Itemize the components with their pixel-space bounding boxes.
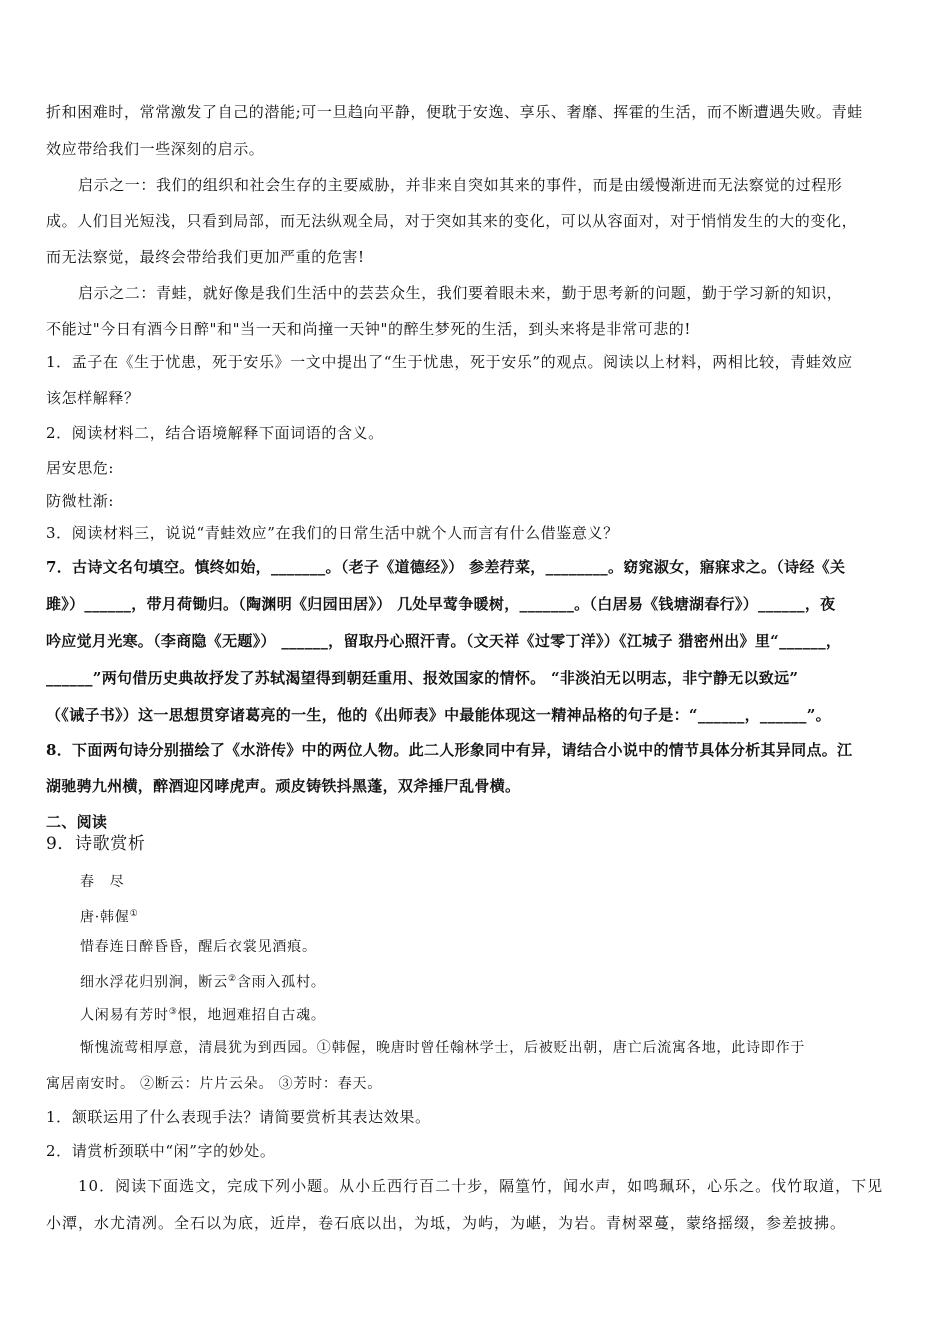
paragraph-line: 折和困难时，常常激发了自己的潜能;可一旦趋向平静，便耽于安逸、享乐、奢靡、挥霍的生活，而不断遭遇失败。青蛙 bbox=[46, 103, 863, 121]
question-7-cont: ______”两句借历史典故抒发了苏轼渴望得到朝廷重用、报效国家的情怀。 “非淡泊无以明志，非宁静无以致远” bbox=[46, 669, 799, 687]
paragraph-line: 启示之二：青蛙，就好像是我们生活中的芸芸众生，我们要着眼未来，勤于思考新的问题，勤于学习新的知识， bbox=[78, 284, 843, 302]
question-7-cont: 雎》）______，带月荷锄归。（陶渊明《归园田居》） 几处早莺争暖树，_______。（白居易《钱塘湖春行》）______，夜 bbox=[46, 595, 836, 613]
footnote-mark: ③ bbox=[168, 1007, 178, 1017]
question-1: 1．孟子在《生于忧患，死于安乐》一文中提出了“生于忧患，死于安乐”的观点。阅读以上材料，两相比较，青蛙效应 bbox=[46, 353, 853, 371]
term-juan-si-wei: 居安思危: bbox=[46, 459, 115, 477]
poem-text: 细水浮花归别涧，断云 bbox=[80, 974, 228, 991]
footnotes: 寓居南安时。 ②断云：片片云朵。 ③芳时：春天。 bbox=[46, 1076, 383, 1092]
question-10-cont: 小潭，水尤清冽。全石以为底，近岸，卷石底以出，为坻，为屿，为嵁，为岩。青树翠蔓，蒙络摇缀，参差披拂。 bbox=[46, 1214, 847, 1232]
paragraph-line: 效应带给我们一些深刻的启示。 bbox=[46, 140, 265, 158]
paragraph-line: 不能过"今日有酒今日醉"和"当一天和尚撞一天钟"的醉生梦死的生活，到头来将是非常可悲的! bbox=[46, 320, 692, 338]
footnote-mark: ② bbox=[228, 974, 237, 984]
question-2: 2．阅读材料二，结合语境解释下面词语的含义。 bbox=[46, 424, 384, 442]
question-10: 10．阅读下面选文，完成下列小题。从小丘西行百二十步，隔篁竹，闻水声，如鸣珮环，心乐之。伐竹取道，下见 bbox=[78, 1177, 884, 1195]
poem-author-name: 唐·韩偓 bbox=[80, 909, 130, 926]
term-fang-wei-du-jian: 防微杜渐: bbox=[46, 492, 115, 510]
question-9-1: 1．颔联运用了什么表现手法？请简要赏析其表达效果。 bbox=[46, 1108, 431, 1126]
question-7-cont: 吟应觉月光寒。（李商隐《无题》） ______，留取丹心照汗青。（文天祥《过零丁洋》）《江城子 猎密州出》里“______， bbox=[46, 632, 842, 650]
question-1-cont: 该怎样解释？ bbox=[46, 389, 140, 407]
poem-line bbox=[80, 969, 942, 993]
question-9-title: 9．诗歌赏析 bbox=[46, 834, 146, 854]
question-8: 8．下面两句诗分别描绘了《水浒传》中的两位人物。此二人形象同中有异，请结合小说中的情节具体分析其异同点。江 bbox=[46, 741, 853, 759]
poem-author bbox=[80, 904, 942, 928]
question-7-cont: （《诫子书》）这一思想贯穿诸葛亮的一生，他的《出师表》中最能体现这一精神品格的句子是：“______，______”。 bbox=[46, 706, 831, 724]
poem-line-with-notes: 惭愧流莺相厚意，清晨犹为到西园。①韩偓，晚唐时曾任翰林学士，后被贬出朝，唐亡后流寓各地，此诗即作于 bbox=[80, 1040, 806, 1056]
question-7: 7．古诗文名句填空。慎终如始，_______。（老子《道德经》） 参差荇菜，________。窈窕淑女，寤寐求之。（诗经《关 bbox=[46, 558, 846, 576]
poem-line bbox=[80, 1002, 942, 1026]
paragraph-line: 而无法察觉，最终会带给我们更加严重的危害! bbox=[46, 248, 365, 266]
section-heading: 二、阅读 bbox=[46, 813, 108, 831]
paragraph-line: 启示之一：我们的组织和社会生存的主要威胁，并非来自突如其来的事件，而是由缓慢渐进而无法察觉的过程形 bbox=[78, 176, 843, 194]
paragraph-line: 成。人们目光短浅，只看到局部，而无法纵观全局，对于突如其来的变化，可以从容面对，对于悄悄发生的大的变化， bbox=[46, 212, 858, 230]
question-8-cont: 湖驰骋九州横，醉酒迎冈哮虎声。顽皮铸铁抖黑蓬，双斧捶尸乱骨横。 bbox=[46, 777, 521, 795]
question-3: 3．阅读材料三，说说“青蛙效应”在我们的日常生活中就个人而言有什么借鉴意义？ bbox=[46, 524, 619, 542]
question-9-2: 2．请赏析颈联中“闲”字的妙处。 bbox=[46, 1142, 276, 1160]
poem-title: 春 尽 bbox=[80, 874, 125, 890]
poem-text: 人闲易有芳时 bbox=[80, 1007, 169, 1024]
poem-text: 恨，地迥难招自古魂。 bbox=[177, 1007, 326, 1024]
poem-text: 含雨入孤村。 bbox=[236, 974, 326, 991]
poem-line: 惜春连日醉昏昏，醒后衣裳见酒痕。 bbox=[80, 939, 317, 955]
footnote-mark: ① bbox=[129, 909, 139, 919]
